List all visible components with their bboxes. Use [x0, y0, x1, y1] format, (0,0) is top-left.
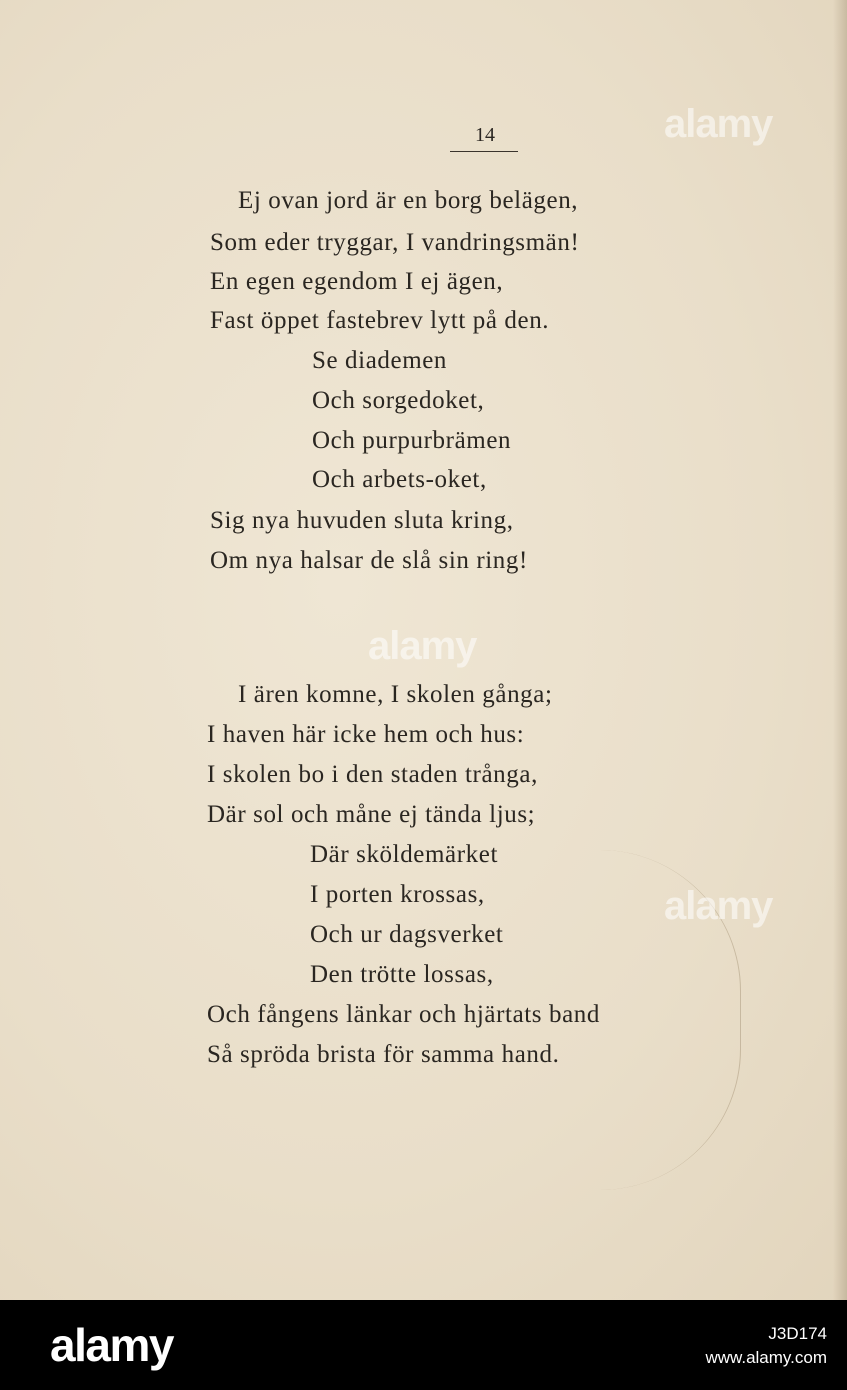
poem-line: Ej ovan jord är en borg belägen,	[238, 187, 579, 214]
poem-line: Fast öppet fastebrev lytt på den.	[210, 307, 550, 334]
footer-logo: alamy	[50, 1319, 173, 1371]
poem-line: Där sköldemärket	[310, 841, 499, 868]
poem-line: Och arbets-oket,	[312, 466, 487, 493]
watermark-logo: alamy	[368, 624, 477, 668]
image-id: J3D174	[768, 1324, 827, 1343]
watermark-logo: alamy	[664, 102, 773, 146]
page-number-rule	[450, 151, 518, 152]
watermark-logo: alamy	[664, 884, 773, 928]
poem-line: I skolen bo i den staden trånga,	[207, 761, 538, 788]
site-url: www.alamy.com	[705, 1348, 827, 1367]
poem-line: Som eder tryggar, I vandringsmän!	[210, 229, 580, 256]
poem-line: I porten krossas,	[310, 881, 485, 908]
poem-line: Och sorgedoket,	[312, 387, 485, 414]
poem-line: Så spröda brista för samma hand.	[207, 1041, 560, 1068]
poem-line: Och ur dagsverket	[310, 921, 504, 948]
poem-line: I ären komne, I skolen gånga;	[238, 681, 553, 708]
page-number: 14	[475, 124, 495, 146]
poem-line: Den trötte lossas,	[310, 961, 494, 988]
page-edge-shadow	[833, 0, 847, 1300]
poem-line: Se diademen	[312, 347, 448, 374]
poem-line: Där sol och måne ej tända ljus;	[207, 801, 536, 828]
poem-line: Och purpurbrämen	[312, 427, 512, 454]
poem-line: Sig nya huvuden sluta kring,	[210, 507, 514, 534]
poem-line: Om nya halsar de slå sin ring!	[210, 547, 528, 574]
poem-line: Och fångens länkar och hjärtats band	[207, 1001, 600, 1028]
poem-line: En egen egendom I ej ägen,	[210, 268, 504, 295]
poem-line: I haven här icke hem och hus:	[207, 721, 525, 748]
footer-info	[705, 1322, 827, 1370]
